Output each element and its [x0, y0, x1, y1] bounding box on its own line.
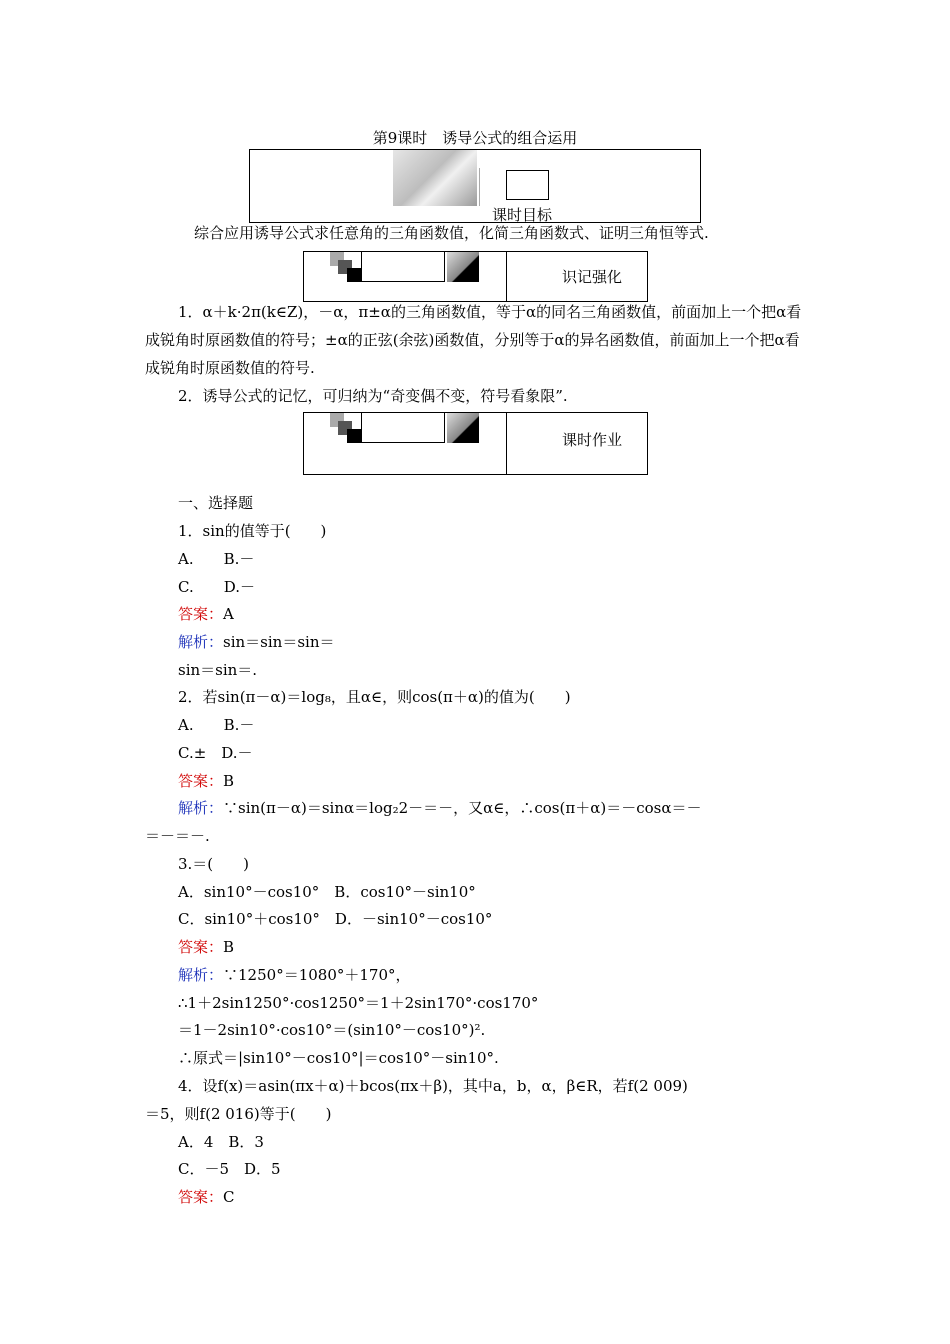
q4-answer	[178, 1186, 843, 1207]
banner-divider	[506, 413, 507, 474]
banner-decoration	[347, 429, 361, 443]
banner-label: 课时作业	[562, 431, 623, 449]
banner-inner-box	[361, 252, 445, 282]
answer-value: C	[223, 1188, 235, 1206]
analysis-text: ∵1250°＝1080°＋170°，	[223, 966, 411, 984]
q4-options-ab: A．4 B．3	[178, 1133, 264, 1151]
q3-answer	[178, 936, 843, 957]
q3-analysis-4: ∴原式＝|sin10°－cos10°|＝cos10°－sin10°.	[178, 1049, 499, 1067]
q2-stem: 2．若sin(π－α)＝log₈，且α∈，则cos(π＋α)的值为( )	[178, 688, 571, 706]
banner-divider	[506, 252, 507, 301]
q2-answer	[178, 770, 843, 791]
q3-stem: 3.＝( )	[178, 855, 250, 873]
objective-text: 综合应用诱导公式求任意角的三角函数值，化简三角函数式、证明三角恒等式.	[194, 224, 709, 242]
analysis-text: ∵sin(π－α)＝sinα＝log₂2－＝－，又α∈，∴cos(π＋α)＝－cosα＝－	[223, 799, 702, 817]
q3-analysis	[178, 964, 843, 985]
banner-decoration	[347, 268, 361, 282]
answer-label: 答案：	[178, 605, 224, 623]
analysis-label: 解析：	[178, 633, 224, 651]
answer-value: B	[223, 772, 235, 790]
section-heading: 一、选择题	[178, 494, 254, 512]
banner-inner-box	[506, 170, 549, 200]
q2-analysis	[178, 797, 843, 818]
answer-value: B	[223, 938, 235, 956]
paragraph-1: 1．α＋k·2π(k∈Z)，－α，π±α的三角函数值，等于α的同名三角函数值，前面加上一个把α看成锐角时原函数值的符号；±α的正弦(余弦)函数值，分别等于α的异名函数值，前面加上一个把α看成锐角时原函数值的符号.	[145, 303, 802, 377]
q1-analysis	[178, 631, 843, 652]
banner-label: 识记强化	[562, 268, 623, 286]
q1-answer	[178, 603, 843, 624]
banner-decoration	[447, 413, 479, 443]
objective-banner	[249, 149, 701, 223]
q1-options-cd: C. D.－	[178, 578, 255, 596]
answer-label: 答案：	[178, 772, 224, 790]
answer-label: 答案：	[178, 1188, 224, 1206]
analysis-label: 解析：	[178, 799, 224, 817]
banner-decoration	[447, 252, 479, 282]
banner-inner-box	[361, 413, 445, 443]
paragraph-2: 2．诱导公式的记忆，可归纳为“奇变偶不变，符号看象限”.	[178, 387, 568, 405]
banner-decoration	[393, 150, 477, 206]
page-title: 第9课时 诱导公式的组合运用	[372, 129, 578, 147]
q3-options-ab: A．sin10°－cos10° B．cos10°－sin10°	[178, 883, 476, 901]
q2-options-cd: C.± D.－	[178, 744, 253, 762]
q4-options-cd: C．－5 D．5	[178, 1160, 281, 1178]
analysis-label: 解析：	[178, 966, 224, 984]
q1-options-ab: A. B.－	[178, 550, 255, 568]
q2-options-ab: A. B.－	[178, 716, 255, 734]
q3-analysis-3: ＝1－2sin10°·cos10°＝(sin10°－cos10°)².	[178, 1021, 486, 1039]
q4-stem-cont: ＝5，则f(2 016)等于( )	[145, 1105, 332, 1123]
q3-options-cd: C．sin10°＋cos10° D．－sin10°－cos10°	[178, 910, 493, 928]
banner-label: 课时目标	[492, 206, 553, 224]
q1-analysis-cont: sin＝sin＝.	[178, 661, 258, 679]
memory-banner	[303, 251, 648, 302]
answer-value: A	[223, 605, 234, 623]
homework-banner	[303, 412, 648, 475]
banner-decoration	[479, 168, 486, 206]
q3-analysis-2: ∴1＋2sin1250°·cos1250°＝1＋2sin170°·cos170°	[178, 994, 539, 1012]
answer-label: 答案：	[178, 938, 224, 956]
q2-analysis-cont: ＝－＝－.	[145, 827, 210, 845]
q4-stem: 4．设f(x)＝asin(πx＋α)＋bcos(πx＋β)，其中a，b，α，β∈R，若f(2 009)	[178, 1077, 688, 1095]
analysis-text: sin＝sin＝sin＝	[223, 633, 335, 651]
q1-stem: 1．sin的值等于( )	[178, 522, 327, 540]
